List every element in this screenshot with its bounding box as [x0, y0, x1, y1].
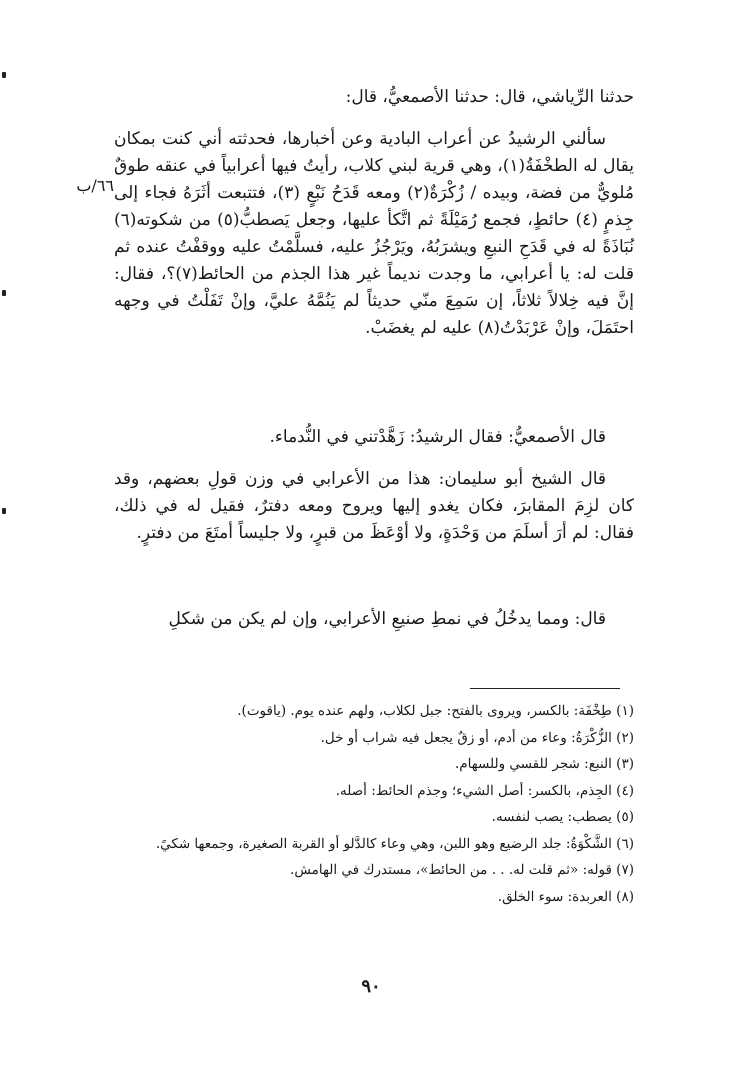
footnote-2: (٢) الزُّكْرَةُ: وعاء من أدم، أو زقٌ يجعل فيه شراب أو خل.	[320, 729, 634, 746]
footnote-5: (٥) يصطب: يصب لنفسه.	[491, 809, 634, 825]
footnotes	[114, 700, 634, 912]
page-number: ٩٠	[361, 976, 381, 997]
paragraph-block-4	[114, 606, 634, 633]
scan-edge-mark	[2, 508, 6, 514]
footnote-6: (٦) الشَّكْوَةُ: جلد الرضيع وهو اللبن، وهي وعاء كالدَّلو أو القربة الصغيرة، وجمعها شكيً.	[155, 835, 634, 852]
paragraph-block-1	[114, 126, 634, 342]
paragraph-block-2	[114, 424, 634, 451]
intro-block	[114, 84, 634, 111]
scan-edge-mark	[2, 290, 6, 296]
intro-line: حدثنا الرِّياشي، قال: حدثنا الأصمعيُّ، قال:	[345, 87, 634, 107]
footnote-8: (٨) العربدة: سوء الخلق.	[497, 888, 634, 905]
paragraph-rashid-story: سألني الرشيدُ عن أعراب البادية وعن أخبارها، فحدثته أني كنت بمكان يقال له الطخْفَةُ(١)، وهي قرية لبني كلاب، رأيتُ فيها أعرابياً في عنقه طوقٌ مُلويٌّ من فضة، وبيده / زُكْرَةٌ(٢) ومعه قَدَحُ نَبْعٍ (٣)، فتتبعت أثَرَهُ فجاء إلى جِذمٍ (٤) حائطٍ، فجمع رُمَيْلَةً ثم اتَّكأ عليها، وجعل يَصطبُّ(٥) من شكوته(٦) نُبَاذَةً له في قَدَحِ النبعِ ويشرَبُهُ، ويَرْجُزُ عليه، فسلَّمْتُ عليه ووقفْتُ عنده ثم قلت له: يا أعرابي، ما وجدت نديماً غير هذا الجذم من الحائط(٧)؟، فقال: إنَّ فيه خِلالاً ثلاثاً، إن سَمِعَ منّي حديثاً لم يَنُمَّهُ عليَّ، وإنْ تَفَلْتُ في وجهه احتَمَلَ، وإنْ عَرْبَدْتُ(٨) عليه لم يغضَبْ.	[114, 129, 635, 338]
footnote-4: (٤) الجِذم، بالكسر: أصل الشيء؛ وجذم الحائط: أصله.	[335, 782, 634, 799]
scan-edge-mark	[2, 72, 6, 78]
footnote-7: (٧) قوله: «ثم قلت له. . . من الحائط»، مستدرك في الهامش.	[290, 862, 634, 878]
paragraph-abu-sulayman: قال الشيخ أبو سليمان: هذا من الأعرابي في وزن قولِ بعضهم، وقد كان لزِمَ المقابرَ، فكان يغدو إليها ويروح ومعه دفترٌ، فقيل له في ذلك، فقال: لم أرَ أسلَمَ من وَحْدَةٍ، ولا أوْعَظَ من قبرٍ، ولا جليساً أمتَعَ من دفترٍ.	[114, 469, 634, 543]
footnote-1: (١) طِخْفَة: بالكسر، ويروى بالفتح: جبل لكلاب، ولهم عنده يوم. (ياقوت).	[237, 703, 634, 719]
footnote-3: (٣) النبع: شجر للقسي وللسهام.	[454, 756, 634, 772]
folio-margin-note: ٦٦/ب	[76, 176, 114, 195]
paragraph-asmai-reply: قال الأصمعيُّ: فقال الرشيدُ: زَهَّدْتني في النُّدماء.	[269, 427, 606, 447]
paragraph-continuation: قال: ومما يدخُلُ في نمطِ صنيعِ الأعرابي، وإن لم يكن من شكلِ	[168, 609, 606, 629]
paragraph-block-3	[114, 466, 634, 547]
footnote-separator	[470, 688, 620, 689]
